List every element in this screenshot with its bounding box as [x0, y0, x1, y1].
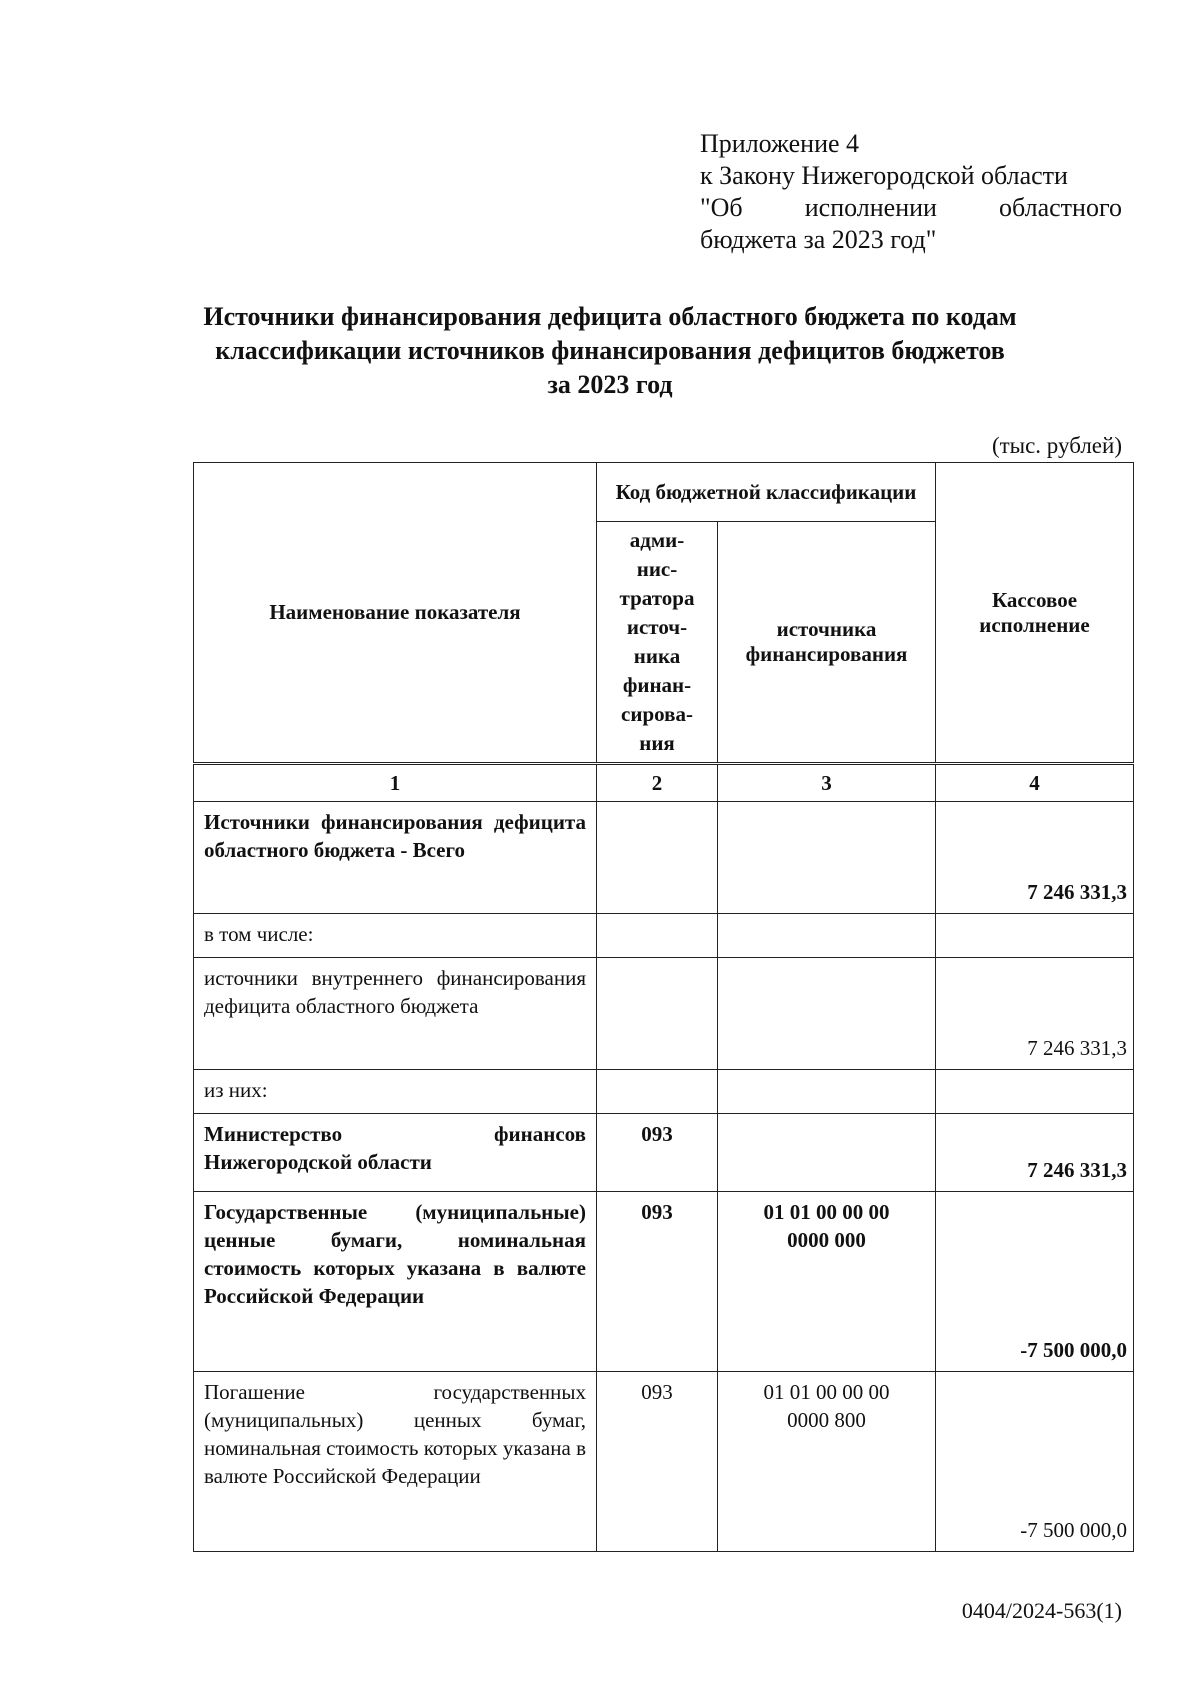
header-admin-line: адми- [629, 528, 685, 552]
document-number: 0404/2024-563(1) [961, 1598, 1122, 1623]
row-name: Погашение государственных (муниципальных) ценных бумаг, номинальная стоимость которых указана в валюте Российской Федерации [194, 1372, 597, 1552]
title-line: за 2023 год [547, 370, 673, 399]
title-line: классификации источников финансирования дефицитов бюджетов [215, 336, 1005, 365]
header-admin-line: сирова- [621, 702, 693, 726]
column-number: 2 [597, 764, 718, 802]
row-cash-value [936, 914, 1134, 958]
row-name: Министерство финансов Нижегородской области [194, 1114, 597, 1192]
row-admin-code [597, 802, 718, 914]
row-cash-value: -7 500 000,0 [936, 1192, 1134, 1372]
row-cash-value: 7 246 331,3 [936, 802, 1134, 914]
header-admin-line: ника [633, 644, 681, 668]
header-admin [597, 522, 718, 764]
table-row [194, 1114, 1134, 1192]
header-admin-line: ния [639, 731, 675, 755]
header-admin-line: нис- [636, 557, 678, 581]
header-source: источника финансирования [718, 522, 936, 764]
row-admin-code: 093 [597, 1192, 718, 1372]
row-cash-value: 7 246 331,3 [936, 958, 1134, 1070]
appendix-word: областного [999, 193, 1122, 222]
header-cash: Кассовое исполнение [936, 463, 1134, 764]
table-row [194, 1372, 1134, 1552]
table-row [194, 914, 1134, 958]
title-line: Источники финансирования дефицита областного бюджета по кодам [203, 302, 1017, 331]
header-admin-line: финан- [622, 673, 692, 697]
appendix-law: к Закону Нижегородской области [700, 161, 1068, 190]
header-name: Наименование показателя [194, 463, 597, 764]
row-name: в том числе: [194, 914, 597, 958]
row-source-code [718, 1070, 936, 1114]
appendix-word: "Об [700, 193, 743, 222]
header-admin-line: тратора [619, 586, 695, 610]
row-source-code [718, 914, 936, 958]
table-row [194, 958, 1134, 1070]
column-number: 3 [718, 764, 936, 802]
row-source-code [718, 958, 936, 1070]
financing-sources-table [193, 462, 1134, 1552]
row-source-code: 01 01 00 00 00 0000 800 [718, 1372, 936, 1552]
units-label: (тыс. рублей) [991, 433, 1122, 458]
row-admin-code: 093 [597, 1372, 718, 1552]
table-row [194, 802, 1134, 914]
row-name: Источники финансирования дефицита областного бюджета - Всего [194, 802, 597, 914]
header-row [194, 463, 1134, 522]
appendix-word: исполнении [804, 193, 937, 222]
row-name: Государственные (муниципальные) ценные бумаги, номинальная стоимость которых указана в валюте Российской Федерации [194, 1192, 597, 1372]
document-title [150, 300, 1070, 402]
row-source-code [718, 1114, 936, 1192]
table-row [194, 1192, 1134, 1372]
column-number-row [194, 764, 1134, 802]
appendix-block [700, 128, 1122, 256]
row-admin-code [597, 958, 718, 1070]
header-code-group: Код бюджетной классификации [597, 463, 936, 522]
row-cash-value: 7 246 331,3 [936, 1114, 1134, 1192]
row-admin-code [597, 1070, 718, 1114]
row-admin-code: 093 [597, 1114, 718, 1192]
header-admin-line: источ- [626, 615, 688, 639]
column-number: 1 [194, 764, 597, 802]
row-cash-value [936, 1070, 1134, 1114]
appendix-number: Приложение 4 [700, 129, 860, 158]
column-number: 4 [936, 764, 1134, 802]
row-source-code: 01 01 00 00 00 0000 000 [718, 1192, 936, 1372]
appendix-law-title-line [700, 192, 1122, 224]
table-row [194, 1070, 1134, 1114]
row-cash-value: -7 500 000,0 [936, 1372, 1134, 1552]
row-source-code [718, 802, 936, 914]
row-name: источники внутреннего финансирования дефицита областного бюджета [194, 958, 597, 1070]
row-admin-code [597, 914, 718, 958]
row-name: из них: [194, 1070, 597, 1114]
appendix-law-title-end: бюджета за 2023 год" [700, 225, 937, 254]
